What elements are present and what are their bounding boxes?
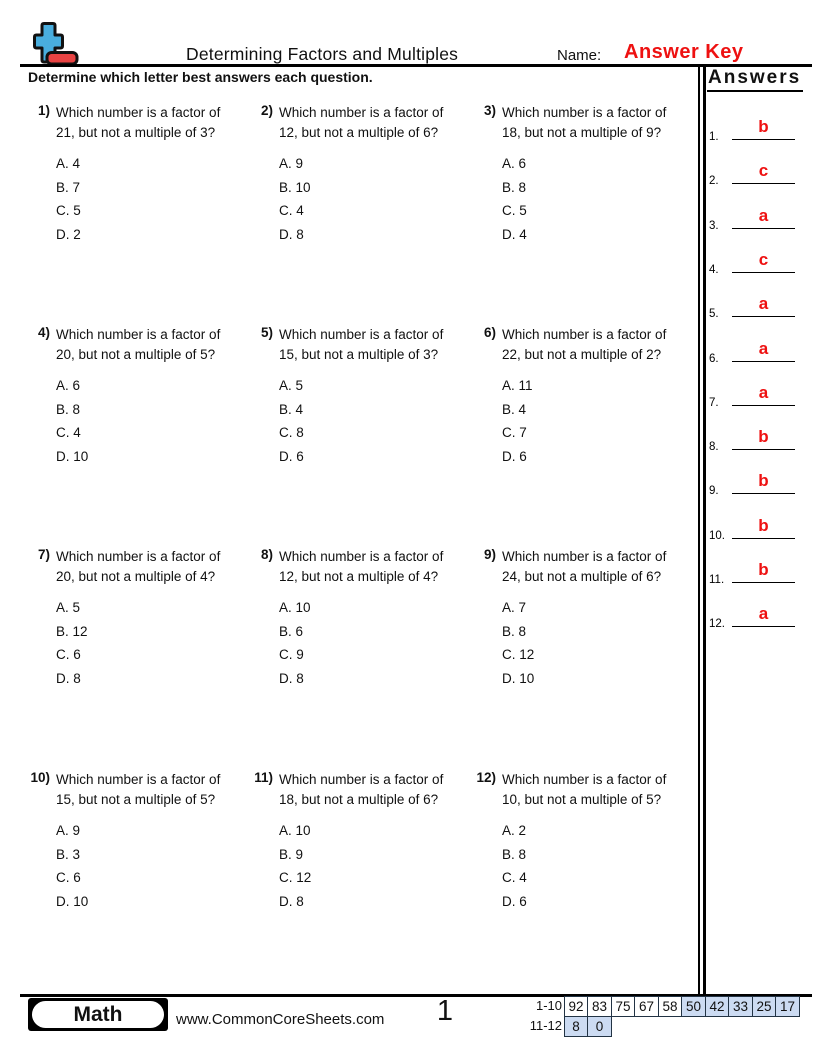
answer-number: 3. [709, 220, 719, 232]
score-cell: 75 [611, 996, 636, 1017]
score-row-label: 11-12 [529, 1017, 562, 1033]
question-7 [28, 547, 246, 690]
question-2 [251, 103, 469, 246]
question-text: Which number is a factor of 15, but not a multiple of 3? [279, 327, 444, 362]
question-number: 3) [483, 103, 496, 118]
question-number: 6) [483, 325, 496, 340]
page-title: Determining Factors and Multiples [186, 44, 459, 64]
answer-row-1 [707, 116, 813, 143]
option-b: B. 4 [502, 401, 527, 417]
question-12 [474, 770, 692, 913]
page-number: 1 [436, 995, 454, 1027]
question-text: Which number is a factor of 18, but not a multiple of 9? [502, 105, 667, 140]
answer-row-5 [707, 293, 813, 320]
website-url: www.CommonCoreSheets.com [176, 1011, 385, 1028]
option-c: C. 9 [279, 647, 304, 662]
option-a: A. 10 [279, 823, 311, 838]
question-6 [474, 325, 692, 468]
option-d: D. 4 [502, 226, 527, 242]
question-text: Which number is a factor of 20, but not a multiple of 4? [56, 549, 221, 584]
answer-letter: b [732, 116, 795, 140]
answer-row-4 [707, 249, 813, 276]
answer-number: 4. [709, 264, 719, 276]
question-9 [474, 547, 692, 690]
option-a: A. 4 [56, 156, 81, 171]
score-cell: 33 [728, 996, 753, 1017]
option-c: C. 12 [502, 647, 535, 662]
option-b: B. 4 [279, 401, 304, 417]
question-8 [251, 547, 469, 690]
option-c: C. 5 [56, 203, 81, 218]
answer-letter: b [732, 559, 795, 583]
question-text: Which number is a factor of 10, but not a multiple of 5? [502, 772, 667, 807]
question-number: 9) [483, 547, 496, 562]
question-number: 5) [260, 325, 273, 340]
option-b: B. 12 [56, 623, 88, 639]
question-number: 7) [37, 547, 50, 562]
question-3 [474, 103, 692, 246]
option-a: A. 6 [502, 156, 527, 171]
score-cell: 42 [705, 996, 730, 1017]
name-label: Name: [557, 47, 602, 64]
question-text: Which number is a factor of 24, but not a multiple of 6? [502, 549, 667, 584]
answer-number: 1. [709, 131, 719, 143]
option-a: A. 6 [56, 378, 81, 393]
answer-row-10 [707, 515, 813, 542]
answers-divider-outer [698, 64, 700, 995]
question-1 [28, 103, 246, 246]
subject-label: Math [32, 1001, 164, 1028]
option-d: D. 6 [502, 448, 527, 464]
header-divider [20, 64, 812, 67]
answer-letter: b [732, 426, 795, 450]
option-d: D. 10 [56, 448, 89, 464]
question-number: 12) [476, 770, 496, 785]
answer-letter: c [732, 249, 795, 273]
answer-row-2 [707, 160, 813, 187]
option-b: B. 6 [279, 623, 304, 639]
answers-divider-inner [703, 64, 706, 995]
option-d: D. 8 [279, 226, 304, 242]
question-11 [251, 770, 469, 913]
option-d: D. 2 [56, 226, 81, 242]
answer-row-7 [707, 382, 813, 409]
answer-number: 11. [709, 574, 725, 586]
question-4 [28, 325, 246, 468]
score-table [528, 996, 800, 1037]
answer-number: 10. [709, 530, 725, 542]
answers-title: Answers [707, 66, 803, 92]
answer-key-text: Answer Key [624, 41, 744, 63]
option-c: C. 12 [279, 870, 312, 885]
option-a: A. 7 [502, 600, 527, 615]
question-10 [28, 770, 246, 913]
option-a: A. 2 [502, 823, 527, 838]
score-cell: 67 [634, 996, 659, 1017]
option-b: B. 10 [279, 179, 311, 195]
option-c: C. 8 [279, 425, 304, 440]
answer-row-11 [707, 559, 813, 586]
question-number: 2) [260, 103, 273, 118]
questions-grid [28, 100, 696, 990]
answer-number: 2. [709, 175, 719, 187]
option-c: C. 4 [502, 870, 527, 885]
question-text: Which number is a factor of 20, but not a multiple of 5? [56, 327, 221, 362]
score-cell: 0 [587, 1016, 612, 1037]
question-5 [251, 325, 469, 468]
question-number: 10) [30, 770, 50, 785]
question-number: 1) [37, 103, 50, 118]
answer-letter: a [732, 338, 795, 362]
answer-letter: b [732, 515, 795, 539]
score-row-11-12 [528, 1016, 800, 1037]
option-b: B. 3 [56, 846, 81, 862]
option-d: D. 8 [56, 670, 81, 686]
answer-row-6 [707, 338, 813, 365]
score-cell: 25 [752, 996, 777, 1017]
option-a: A. 5 [56, 600, 81, 615]
score-cell: 50 [681, 996, 706, 1017]
score-cell: 8 [564, 1016, 589, 1037]
answer-letter: b [732, 470, 795, 494]
option-a: A. 10 [279, 600, 311, 615]
option-d: D. 8 [279, 670, 304, 686]
score-row-label: 1-10 [535, 998, 562, 1013]
answer-number: 5. [709, 308, 719, 320]
question-number: 8) [260, 547, 273, 562]
option-a: A. 11 [502, 378, 533, 393]
option-d: D. 10 [502, 670, 535, 686]
question-text: Which number is a factor of 22, but not a multiple of 2? [502, 327, 667, 362]
answer-letter: a [732, 603, 795, 627]
answer-letter: c [732, 160, 795, 184]
question-text: Which number is a factor of 18, but not a multiple of 6? [279, 772, 444, 807]
answer-number: 8. [709, 441, 719, 453]
option-a: A. 5 [279, 378, 304, 393]
question-text: Which number is a factor of 12, but not a multiple of 6? [279, 105, 444, 140]
option-c: C. 5 [502, 203, 527, 218]
question-number: 4) [37, 325, 50, 340]
subject-badge [28, 998, 168, 1031]
option-b: B. 9 [279, 846, 304, 862]
answer-letter: a [732, 382, 795, 406]
answer-number: 7. [709, 397, 719, 409]
score-cell: 92 [564, 996, 589, 1017]
option-d: D. 6 [279, 448, 304, 464]
option-c: C. 4 [56, 425, 81, 440]
question-text: Which number is a factor of 21, but not a multiple of 3? [56, 105, 221, 140]
answer-row-8 [707, 426, 813, 453]
answer-letter: a [732, 205, 795, 229]
answer-number: 6. [709, 353, 719, 365]
question-text: Which number is a factor of 12, but not a multiple of 4? [279, 549, 444, 584]
option-b: B. 7 [56, 179, 81, 195]
option-c: C. 6 [56, 870, 81, 885]
plus-minus-icon [33, 22, 79, 66]
option-b: B. 8 [502, 179, 527, 195]
question-number: 11) [254, 770, 273, 785]
instruction-text: Determine which letter best answers each question. [28, 69, 373, 85]
option-d: D. 10 [56, 893, 89, 909]
answer-number: 12. [709, 618, 725, 630]
option-c: C. 7 [502, 425, 527, 440]
question-text: Which number is a factor of 15, but not a multiple of 5? [56, 772, 221, 807]
answers-panel [707, 66, 813, 994]
option-b: B. 8 [502, 846, 527, 862]
option-d: D. 8 [279, 893, 304, 909]
answer-row-12 [707, 603, 813, 630]
option-a: A. 9 [279, 156, 304, 171]
option-d: D. 6 [502, 893, 527, 909]
option-a: A. 9 [56, 823, 81, 838]
option-c: C. 6 [56, 647, 81, 662]
option-b: B. 8 [502, 623, 527, 639]
score-row-1-10 [528, 996, 800, 1017]
answer-row-3 [707, 205, 813, 232]
answer-letter: a [732, 293, 795, 317]
score-cell: 83 [587, 996, 612, 1017]
answer-row-9 [707, 470, 813, 497]
answer-number: 9. [709, 485, 719, 497]
score-cell: 58 [658, 996, 683, 1017]
score-cell: 17 [775, 996, 800, 1017]
option-c: C. 4 [279, 203, 304, 218]
option-b: B. 8 [56, 401, 81, 417]
